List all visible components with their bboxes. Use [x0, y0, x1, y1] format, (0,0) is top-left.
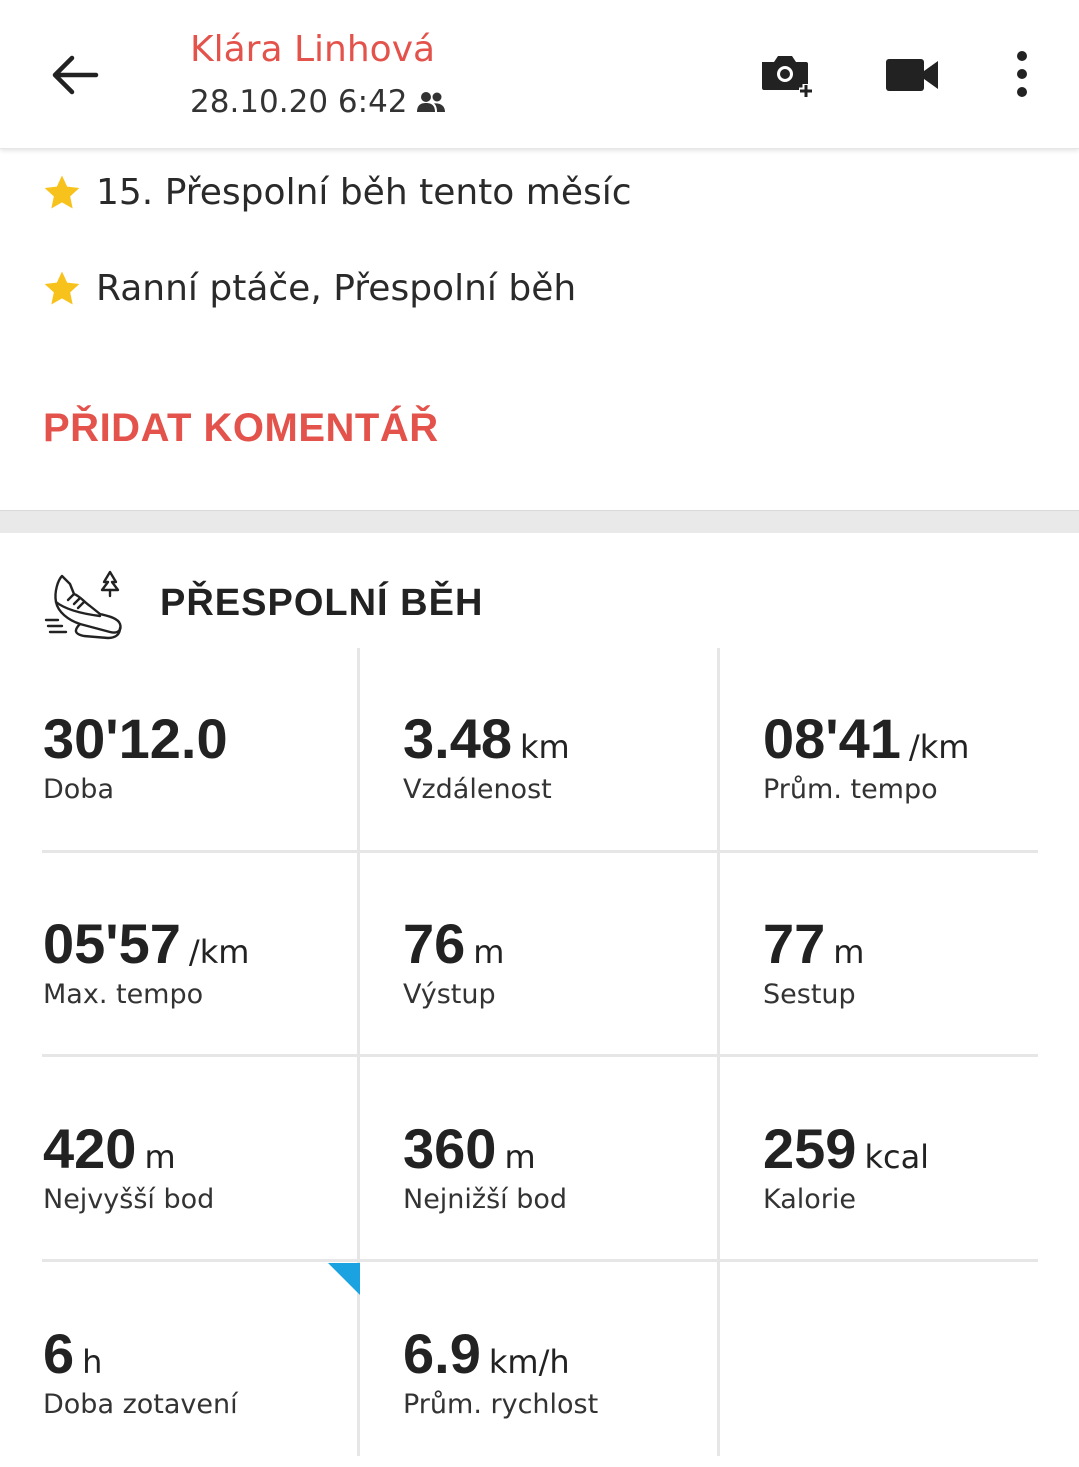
trail-running-shoe-icon — [44, 570, 124, 640]
stat-lowest-point[interactable] — [403, 1058, 721, 1262]
stat-recovery-time[interactable] — [43, 1263, 361, 1467]
stat-label: Nejvyšší bod — [43, 1184, 215, 1215]
stat-unit: /km — [908, 728, 970, 766]
stat-value: 08'41 — [763, 707, 901, 770]
stat-value: 05'57 — [43, 912, 181, 975]
stat-label: Doba — [43, 774, 114, 805]
stat-unit: m — [833, 933, 865, 971]
stat-avg-speed[interactable] — [403, 1263, 721, 1467]
stat-highest-point[interactable] — [43, 1058, 361, 1262]
stat-ascent[interactable] — [403, 853, 721, 1057]
stat-value: 76 — [403, 912, 466, 975]
stat-descent[interactable] — [763, 853, 1079, 1057]
stat-unit: /km — [188, 933, 250, 971]
add-comment-button[interactable]: PŘIDAT KOMENTÁŘ — [43, 406, 439, 450]
add-photo-icon[interactable] — [758, 50, 816, 100]
stat-label: Prům. tempo — [763, 774, 938, 805]
back-arrow-icon[interactable] — [46, 50, 102, 100]
more-vertical-icon[interactable] — [1010, 50, 1034, 98]
stat-label: Sestup — [763, 979, 856, 1010]
stat-unit: m — [144, 1138, 176, 1176]
achievement-item — [42, 268, 576, 309]
stat-distance[interactable] — [403, 648, 721, 852]
achievement-item — [42, 172, 632, 213]
activity-datetime — [190, 82, 446, 122]
star-icon — [42, 173, 82, 213]
stat-unit: km/h — [488, 1343, 570, 1381]
people-icon — [416, 90, 446, 114]
stat-label: Max. tempo — [43, 979, 204, 1010]
section-divider — [0, 510, 1079, 533]
stat-value: 6 — [43, 1322, 75, 1385]
stat-label: Nejnižší bod — [403, 1184, 568, 1215]
stat-value: 360 — [403, 1117, 497, 1180]
stat-unit: kcal — [864, 1138, 930, 1176]
star-icon — [42, 269, 82, 309]
stat-unit: h — [82, 1343, 103, 1381]
stats-grid — [0, 648, 1079, 1456]
stat-value: 259 — [763, 1117, 857, 1180]
stat-label: Prům. rychlost — [403, 1389, 599, 1420]
video-camera-icon[interactable] — [884, 55, 940, 95]
stat-label: Kalorie — [763, 1184, 857, 1215]
stat-label: Doba zotavení — [43, 1389, 238, 1420]
stat-label: Výstup — [403, 979, 496, 1010]
stat-avg-pace[interactable] — [763, 648, 1079, 852]
stat-value: 77 — [763, 912, 826, 975]
app-header — [0, 0, 1079, 149]
stat-value: 3.48 — [403, 707, 512, 770]
stat-value: 420 — [43, 1117, 137, 1180]
stat-unit: m — [504, 1138, 536, 1176]
stat-duration[interactable] — [43, 648, 361, 852]
stat-value: 30'12.0 — [43, 707, 228, 770]
stat-calories[interactable] — [763, 1058, 1079, 1262]
stat-unit: m — [473, 933, 505, 971]
activity-type-title: PŘESPOLNÍ BĚH — [160, 582, 484, 624]
datetime-text: 28.10.20 6:42 — [190, 84, 408, 120]
user-name[interactable]: Klára Linhová — [190, 29, 436, 70]
stat-unit: km — [520, 728, 570, 766]
achievement-text: Ranní ptáče, Přespolní běh — [96, 268, 577, 309]
achievement-text: 15. Přespolní běh tento měsíc — [96, 172, 632, 213]
stat-max-pace[interactable] — [43, 853, 361, 1057]
stat-value: 6.9 — [403, 1322, 481, 1385]
stat-label: Vzdálenost — [403, 774, 552, 805]
